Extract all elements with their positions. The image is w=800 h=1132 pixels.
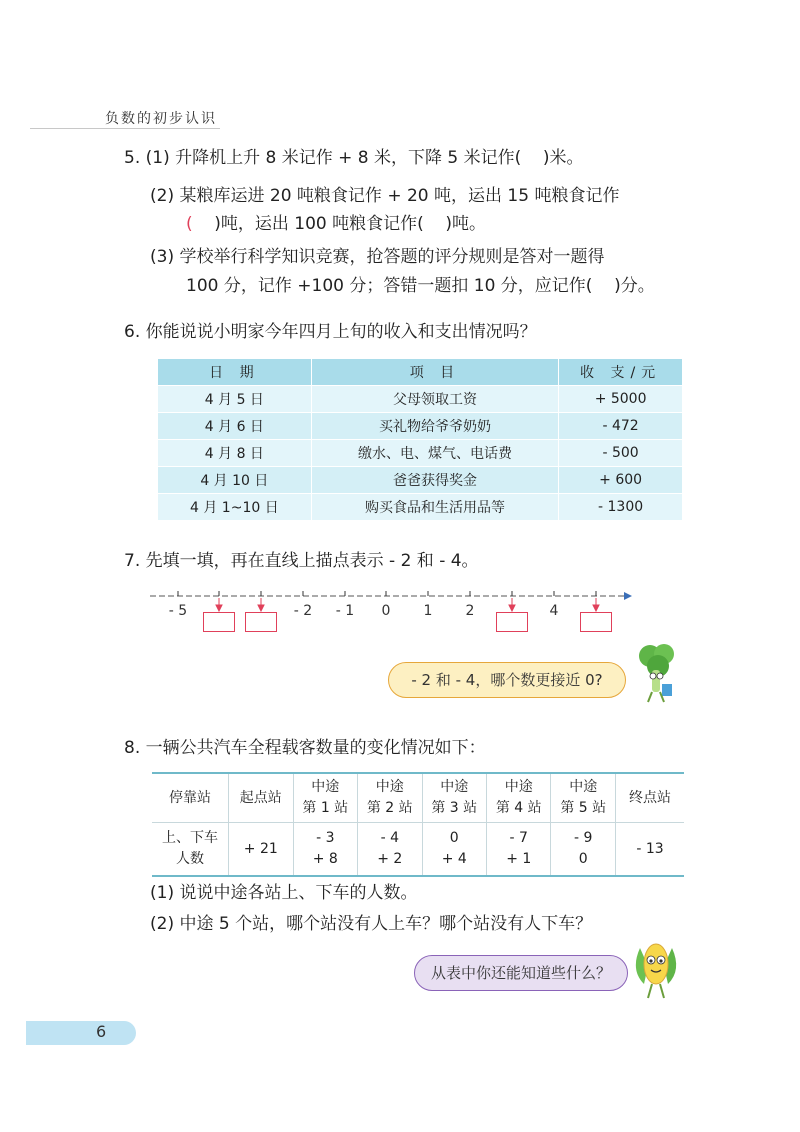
q5-line1	[124, 146, 584, 170]
table-row	[158, 494, 683, 521]
col-header-stop-5: 中途 第 5 站	[551, 773, 615, 823]
q5-2-text: )吨，运出 100 吨粮食记作(	[214, 214, 424, 234]
table-header-row	[158, 359, 683, 386]
q5-2-line-a: (2) 某粮库运进 20 吨粮食记作 + 20 吨，运出 15 吨粮食记作	[150, 186, 620, 206]
q5-1-text: 5. (1) 升降机上升 8 米记作 + 8 米，下降 5 米记作(	[124, 148, 522, 168]
q5-2-blank-2[interactable]	[424, 214, 446, 234]
number-line	[0, 580, 800, 640]
q5-line3b	[186, 274, 655, 298]
cell-date: 4 月 6 日	[158, 413, 312, 440]
q5-3-line-a: (3) 学校举行科学知识竞赛，抢答题的评分规则是答对一题得	[150, 247, 605, 267]
number-line-ticks	[178, 591, 596, 596]
income-expense-table	[157, 358, 683, 521]
table-row	[158, 440, 683, 467]
table-header-row	[152, 773, 684, 823]
tick-label: 1	[423, 603, 433, 619]
q5-2-blank-1[interactable]	[193, 214, 215, 234]
red-pointer-arrows	[216, 598, 599, 611]
cell-value: - 4 + 2	[358, 823, 422, 877]
section-title: 负数的初步认识	[105, 111, 217, 127]
table-row	[158, 386, 683, 413]
cell-date: 4 月 10 日	[158, 467, 312, 494]
cell-value: + 21	[229, 823, 293, 877]
bus-passenger-table	[152, 772, 684, 877]
col-header-stop: 停靠站	[152, 773, 229, 823]
broccoli-mascot-icon	[622, 640, 686, 704]
q5-3-text: 100 分，记作 +100 分；答错一题扣 10 分，应记作(	[186, 276, 593, 296]
cell-amount: + 5000	[559, 386, 683, 413]
cell-value: 0 + 4	[422, 823, 486, 877]
cell-amount: - 472	[559, 413, 683, 440]
answer-box[interactable]	[245, 612, 277, 632]
page-number-bar	[26, 1021, 136, 1045]
corn-mascot-icon	[626, 936, 686, 1002]
cell-date: 4 月 1~10 日	[158, 494, 312, 521]
col-header-stop-3: 中途 第 3 站	[422, 773, 486, 823]
q5-1-text-end: )米。	[542, 148, 584, 168]
tick-label: - 1	[335, 603, 355, 619]
table-row	[158, 413, 683, 440]
tick-label: 0	[381, 603, 391, 619]
q5-2-paren: (	[186, 214, 193, 234]
cell-date: 4 月 5 日	[158, 386, 312, 413]
col-header-amount: 收 支/元	[559, 359, 683, 386]
speech-bubble: 从表中你还能知道些什么？	[414, 955, 628, 991]
q5-3-blank[interactable]	[592, 276, 614, 296]
table-row	[158, 467, 683, 494]
col-header-stop-1: 中途 第 1 站	[293, 773, 357, 823]
answer-box[interactable]	[496, 612, 528, 632]
cell-item: 购买食品和生活用品等	[311, 494, 558, 521]
col-header-start: 起点站	[229, 773, 293, 823]
cell-value: - 13	[615, 823, 684, 877]
q7-title: 7. 先填一填，再在直线上描点表示 - 2 和 - 4。	[124, 551, 479, 571]
table-row	[152, 823, 684, 877]
cell-value: - 3 + 8	[293, 823, 357, 877]
col-header-end: 终点站	[615, 773, 684, 823]
cell-item: 爸爸获得奖金	[311, 467, 558, 494]
answer-box[interactable]	[580, 612, 612, 632]
cell-value: - 9 0	[551, 823, 615, 877]
cell-item: 缴水、电、煤气、电话费	[311, 440, 558, 467]
q5-line2b	[186, 212, 486, 236]
q5-2-text-end: )吨。	[445, 214, 487, 234]
q8-title: 8. 一辆公共汽车全程载客数量的变化情况如下：	[124, 738, 486, 758]
header-rule	[30, 128, 220, 129]
cell-amount: - 1300	[559, 494, 683, 521]
tick-label: 2	[465, 603, 475, 619]
cell-amount: - 500	[559, 440, 683, 467]
cell-value: - 7 + 1	[487, 823, 551, 877]
col-header-date: 日 期	[158, 359, 312, 386]
page-number: 6	[96, 1022, 107, 1041]
q5-3-text-end: )分。	[614, 276, 655, 296]
q5-1-blank[interactable]	[521, 148, 543, 168]
q8-sub1: (1) 说说中途各站上、下车的人数。	[150, 883, 418, 903]
tick-label: - 5	[168, 603, 188, 619]
number-line-arrow	[624, 592, 632, 600]
cell-amount: + 600	[559, 467, 683, 494]
cell-item: 买礼物给爷爷奶奶	[311, 413, 558, 440]
q6-title: 6. 你能说说小明家今年四月上旬的收入和支出情况吗？	[124, 322, 537, 342]
cell-item: 父母领取工资	[311, 386, 558, 413]
row-label: 上、下车 人数	[152, 823, 229, 877]
col-header-stop-2: 中途 第 2 站	[358, 773, 422, 823]
tick-label: 4	[549, 603, 559, 619]
col-header-stop-4: 中途 第 4 站	[487, 773, 551, 823]
tick-label: - 2	[293, 603, 313, 619]
col-header-item: 项 目	[311, 359, 558, 386]
cell-date: 4 月 8 日	[158, 440, 312, 467]
answer-box[interactable]	[203, 612, 235, 632]
speech-bubble: - 2 和 - 4，哪个数更接近 0?	[388, 662, 626, 698]
q8-sub2: (2) 中途 5 个站，哪个站没有人上车？哪个站没有人下车？	[150, 914, 593, 934]
